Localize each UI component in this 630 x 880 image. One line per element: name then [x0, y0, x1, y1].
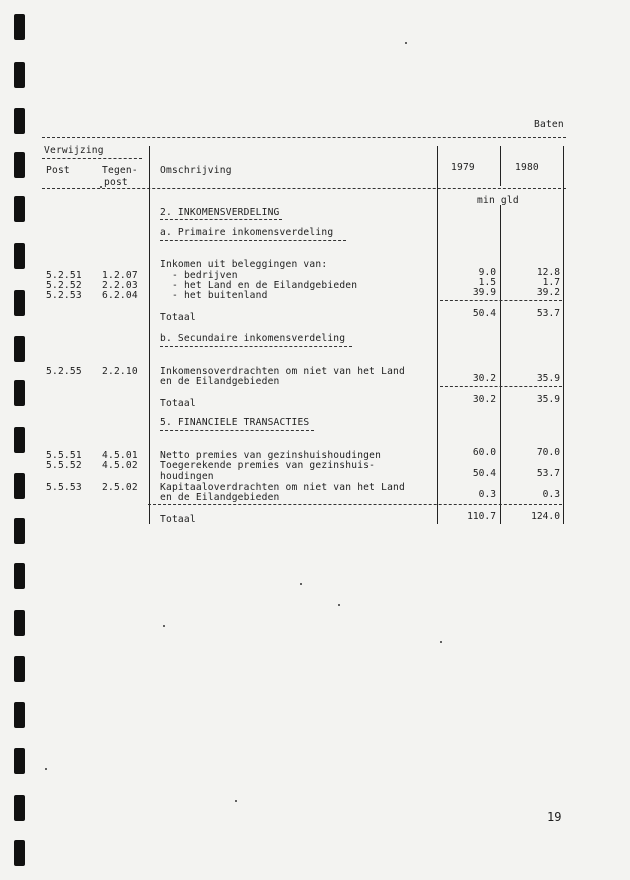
column-rule-desc: [149, 146, 150, 524]
subtotal-rule-a: [440, 300, 562, 301]
baten-label: Baten: [534, 119, 564, 130]
post-5-2-55: 5.2.55: [46, 366, 82, 377]
binding-hole: [14, 518, 25, 544]
totaal-a-label: Totaal: [160, 312, 196, 323]
binding-hole: [14, 795, 25, 821]
binding-hole: [14, 563, 25, 589]
speck: [45, 768, 47, 770]
section-5-title: 5. FINANCIELE TRANSACTIES: [160, 417, 310, 428]
header-bottom-rule: [42, 188, 566, 189]
unit-label: min gld: [477, 195, 519, 206]
year-1980-header: 1980: [515, 162, 539, 173]
binding-hole: [14, 336, 25, 362]
section-2b-title: b. Secundaire inkomensverdeling: [160, 333, 346, 344]
totaal-b-1980: 35.9: [536, 394, 560, 405]
omschrijving-header: Omschrijving: [160, 165, 232, 176]
desc-inkomensoverdrachten-2: en de Eilandgebieden: [160, 376, 280, 387]
speck: [300, 583, 302, 585]
post-5-5-53: 5.5.53: [46, 482, 82, 493]
verwijzing-header: Verwijzing: [44, 145, 104, 156]
binding-hole: [14, 196, 25, 222]
binding-hole: [14, 473, 25, 499]
verwijzing-rule: [42, 158, 142, 159]
value-1980-inkomensoverdrachten: 35.9: [536, 373, 560, 384]
binding-hole: [14, 656, 25, 682]
value-1980-land: 1.7: [542, 277, 560, 288]
desc-kapitaaloverdrachten-1: Kapitaaloverdrachten om niet van het Land: [160, 482, 406, 493]
value-1980-buitenland: 39.2: [536, 287, 560, 298]
post-5-2-51: 5.2.51: [46, 270, 82, 281]
value-1979-buitenland: 39.9: [472, 287, 496, 298]
post-5-5-51: 5.5.51: [46, 450, 82, 461]
binding-hole: [14, 702, 25, 728]
totaal-a-1980: 53.7: [536, 308, 560, 319]
post-header: Post: [46, 165, 70, 176]
column-rule-year-split-lower: [500, 205, 501, 524]
binding-hole: [14, 290, 25, 316]
totaal-b-1979: 30.2: [472, 394, 496, 405]
desc-toegerekende-premies-1: Toegerekende premies van gezinshuis-: [160, 460, 376, 471]
tegenpost-1-2-07: 1.2.07: [102, 270, 138, 281]
speck: [163, 625, 165, 627]
binding-hole: [14, 610, 25, 636]
inkomen-header: Inkomen uit beleggingen van:: [160, 259, 328, 270]
tegenpost-2-2-10: 2.2.10: [102, 366, 138, 377]
tegenpost-4-5-01: 4.5.01: [102, 450, 138, 461]
post-5-2-53: 5.2.53: [46, 290, 82, 301]
totaal-b-label: Totaal: [160, 398, 196, 409]
post-5-2-52: 5.2.52: [46, 280, 82, 291]
binding-hole: [14, 748, 25, 774]
speck: [440, 641, 442, 643]
binding-holes: [14, 0, 26, 880]
page-number: 19: [547, 810, 562, 824]
desc-inkomensoverdrachten-1: Inkomensoverdrachten om niet van het Land: [160, 366, 406, 377]
value-1980-toegerekende: 53.7: [536, 468, 560, 479]
binding-hole: [14, 840, 25, 866]
section-2b-underline: [160, 346, 352, 347]
value-1980-bedrijven: 12.8: [536, 267, 560, 278]
binding-hole: [14, 108, 25, 134]
binding-hole: [14, 62, 25, 88]
subtotal-rule-b: [440, 386, 562, 387]
desc-toegerekende-premies-2: houdingen: [160, 471, 214, 482]
section-2a-title: a. Primaire inkomensverdeling: [160, 227, 334, 238]
value-1979-bedrijven: 9.0: [478, 267, 496, 278]
totaal-5-label: Totaal: [160, 514, 196, 525]
tegenpost-6-2-04: 6.2.04: [102, 290, 138, 301]
value-1979-kapitaaloverdrachten: 0.3: [478, 489, 496, 500]
tegenpost-header-2: post: [104, 177, 128, 188]
tegenpost-2-2-03: 2.2.03: [102, 280, 138, 291]
value-1979-toegerekende: 50.4: [472, 468, 496, 479]
tegenpost-2-5-02: 2.5.02: [102, 482, 138, 493]
post-5-5-52: 5.5.52: [46, 460, 82, 471]
section-2-underline: [160, 219, 282, 220]
value-1979-inkomensoverdrachten: 30.2: [472, 373, 496, 384]
speck: [338, 604, 340, 606]
binding-hole: [14, 14, 25, 40]
totaal-5-1979: 110.7: [467, 511, 496, 522]
value-1979-netto-premies: 60.0: [472, 447, 496, 458]
value-1980-netto-premies: 70.0: [536, 447, 560, 458]
binding-hole: [14, 243, 25, 269]
speck: [235, 800, 237, 802]
binding-hole: [14, 427, 25, 453]
totaal-5-1980: 124.0: [531, 511, 560, 522]
value-1979-land: 1.5: [478, 277, 496, 288]
binding-hole: [14, 152, 25, 178]
year-1979-header: 1979: [451, 162, 475, 173]
column-rule-year-split: [500, 146, 501, 186]
section-5-underline: [160, 430, 314, 431]
table-top-rule: [42, 137, 566, 138]
section-2-title: 2. INKOMENSVERDELING: [160, 207, 280, 218]
desc-netto-premies: Netto premies van gezinshuishoudingen: [160, 450, 382, 461]
value-1980-kapitaaloverdrachten: 0.3: [542, 489, 560, 500]
speck: [405, 42, 407, 44]
desc-kapitaaloverdrachten-2: en de Eilandgebieden: [160, 492, 280, 503]
desc-buitenland: - het buitenland: [172, 290, 268, 301]
total-rule-5: [148, 504, 562, 505]
tegenpost-4-5-02: 4.5.02: [102, 460, 138, 471]
binding-hole: [14, 380, 25, 406]
desc-bedrijven: - bedrijven: [172, 270, 238, 281]
desc-land-eilandgebieden: - het Land en de Eilandgebieden: [172, 280, 358, 291]
tegenpost-header-1: Tegen-: [102, 165, 138, 176]
section-2a-underline: [160, 240, 346, 241]
totaal-a-1979: 50.4: [472, 308, 496, 319]
column-rule-right: [563, 146, 564, 524]
